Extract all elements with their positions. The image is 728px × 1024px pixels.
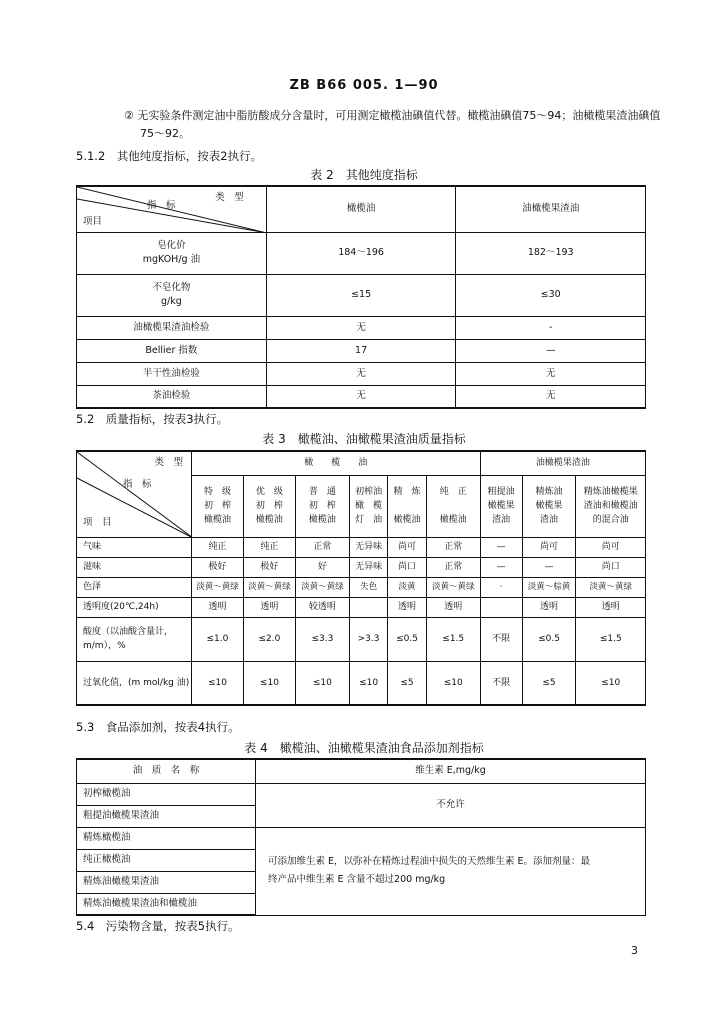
- table2-row-item: Bellier 指数: [77, 339, 267, 362]
- table3-cell: 极好: [191, 557, 243, 577]
- table-row: [77, 385, 646, 408]
- table3-caption: 表 3 橄榄油、油橄榄果渣油质量指标: [262, 432, 466, 446]
- note-line-2: 75～92。: [140, 127, 190, 140]
- table2-caption: 表 2 其他纯度指标: [310, 168, 418, 182]
- table-row: [77, 362, 646, 385]
- table2-row-unit: g/kg: [161, 296, 182, 307]
- table3-cell: —: [522, 557, 576, 577]
- table3-row-item: 酸度（以油酸含量计，m/m），%: [77, 617, 192, 661]
- table-row: [77, 783, 646, 805]
- table3-cell: 无异味: [349, 537, 387, 557]
- table-row: [77, 661, 646, 705]
- table3-col-header: 精 炼 橄榄油: [388, 475, 426, 537]
- table2-cell: 184～196: [266, 232, 456, 274]
- table3-cell: ≤3.3: [295, 617, 349, 661]
- table-row: [77, 597, 646, 617]
- table2-corner-type: 类 型: [215, 192, 244, 203]
- table2-cell: -: [456, 316, 646, 339]
- table2-cell: 17: [266, 339, 456, 362]
- table3-cell: 淡黄～棕黄: [522, 577, 576, 597]
- table3-cell: 尚口: [388, 557, 426, 577]
- table4-row-item: 精炼油橄榄果渣油和橄榄油: [77, 893, 256, 915]
- table3-cell: [480, 597, 522, 617]
- table3-cell: 透明: [243, 597, 295, 617]
- table3-row-item: 透明度(20℃,24h): [77, 597, 192, 617]
- table3-cell: 透明: [576, 597, 646, 617]
- table3-cell: 淡黄: [388, 577, 426, 597]
- table3-cell: 透明: [191, 597, 243, 617]
- table2-cell: 无: [266, 316, 456, 339]
- table4-row-item: 初榨橄榄油: [77, 783, 256, 805]
- table3-cell: ≤1.5: [426, 617, 480, 661]
- section-5-2: 5.2 质量指标，按表3执行。: [76, 412, 229, 426]
- table2-cell: 182～193: [456, 232, 646, 274]
- table-row: [77, 339, 646, 362]
- table3-col-header: 优 级 初 榨 橄榄油: [243, 475, 295, 537]
- table3-col-header: 精炼油橄榄果 渣油和橄榄油 的混合油: [576, 475, 646, 537]
- table3-cell: 淡黄～黄绿: [191, 577, 243, 597]
- table3-cell: ≤10: [295, 661, 349, 705]
- table3-cell: ≤1.0: [191, 617, 243, 661]
- section-5-1-2: 5.1.2 其他纯度指标，按表2执行。: [76, 149, 263, 163]
- table2-cell: 无: [266, 385, 456, 408]
- table3-cell: ≤5: [388, 661, 426, 705]
- table3-cell: 透明: [522, 597, 576, 617]
- table2-cell: ≤15: [266, 274, 456, 316]
- table3-col-header: 精炼油 橄榄果 渣油: [522, 475, 576, 537]
- table3-cell: 透明: [426, 597, 480, 617]
- table3-cell: ≤2.0: [243, 617, 295, 661]
- table2-cell: —: [456, 339, 646, 362]
- table3-cell: 好: [295, 557, 349, 577]
- table4-not-allowed: 不允许: [256, 783, 646, 827]
- table3-cell: ·: [480, 577, 522, 597]
- table3-cell: 尚可: [522, 537, 576, 557]
- table3-row-item: 过氧化值，(m mol/kg 油): [77, 661, 192, 705]
- table3-cell: ≤10: [349, 661, 387, 705]
- table4-allowed-text: 可添加维生素 E，以弥补在精炼过程油中损失的天然维生素 E。添加剂量：最 终产品中维生素 E 含量不超过200 mg/kg: [256, 827, 646, 915]
- table3-cell: 淡黄～黄绿: [243, 577, 295, 597]
- table3-cell: 纯正: [243, 537, 295, 557]
- table2-row-item: 不皂化物: [152, 282, 191, 293]
- note-line-1: ② 无实验条件测定油中脂肪酸成分含量时，可用测定橄榄油碘值代替。橄榄油碘值75～94；油橄榄果渣油碘值: [124, 109, 661, 122]
- table3-cell: >3.3: [349, 617, 387, 661]
- table3-cell: 淡黄～黄绿: [426, 577, 480, 597]
- table3-group-pomace-oil: 油橄榄果渣油: [480, 451, 645, 475]
- table3-cell: ≤1.5: [576, 617, 646, 661]
- table2-row-item: 茶油检验: [77, 385, 267, 408]
- table3-cell: [349, 597, 387, 617]
- table2-corner-item: 项目: [83, 216, 103, 227]
- table2-cell: 无: [456, 385, 646, 408]
- table2-col-header: 橄榄油: [266, 186, 456, 232]
- table3-corner-item: 项 目: [83, 517, 112, 528]
- table2-row-item: 半干性油检验: [77, 362, 267, 385]
- table3-cell: 尚可: [388, 537, 426, 557]
- table-2: [76, 185, 646, 409]
- table3-row-item: 色泽: [77, 577, 192, 597]
- table-row: [77, 577, 646, 597]
- table3-cell: 不限: [480, 617, 522, 661]
- table4-row-item: 纯正橄榄油: [77, 849, 256, 871]
- table3-col-header: 纯 正 橄榄油: [426, 475, 480, 537]
- table3-cell: ≤10: [191, 661, 243, 705]
- document-code: ZB B66 005. 1—90: [289, 78, 439, 93]
- table3-cell: 纯正: [191, 537, 243, 557]
- table-4: [76, 758, 646, 916]
- table3-cell: 尚可: [576, 537, 646, 557]
- table3-cell: 淡黄～黄绿: [295, 577, 349, 597]
- section-5-3: 5.3 食品添加剂，按表4执行。: [76, 720, 240, 734]
- table3-group-olive-oil: 橄 榄 油: [191, 451, 480, 475]
- section-5-4: 5.4 污染物含量，按表5执行。: [76, 919, 240, 933]
- table4-head-left: 油 质 名 称: [77, 759, 256, 783]
- table3-col-header: 特 级 初 榨 橄榄油: [191, 475, 243, 537]
- table2-cell: 无: [456, 362, 646, 385]
- table3-cell: 无异味: [349, 557, 387, 577]
- table4-row-item: 精炼橄榄油: [77, 827, 256, 849]
- table3-cell: 极好: [243, 557, 295, 577]
- table2-row-unit: mgKOH/g 油: [142, 254, 201, 265]
- table2-row-item: 油橄榄果渣油检验: [77, 316, 267, 339]
- table-row: [77, 232, 646, 274]
- table4-row-item: 精炼油橄榄果渣油: [77, 871, 256, 893]
- table-row: [77, 316, 646, 339]
- table3-col-header: 初榨油 橄 榄 灯 油: [349, 475, 387, 537]
- table3-cell: 正常: [426, 557, 480, 577]
- table-row: [77, 537, 646, 557]
- table3-col-header: 普 通 初 榨 橄榄油: [295, 475, 349, 537]
- table2-corner-index: 指 标: [147, 200, 176, 211]
- table2-cell: 无: [266, 362, 456, 385]
- table3-cell: 失色: [349, 577, 387, 597]
- table3-cell: ≤10: [243, 661, 295, 705]
- page-number: 3: [631, 944, 638, 957]
- table3-cell: 不限: [480, 661, 522, 705]
- table3-cell: ≤10: [576, 661, 646, 705]
- table3-cell: 较透明: [295, 597, 349, 617]
- table4-head-right: 维生素 E,mg/kg: [256, 759, 646, 783]
- table3-corner-index: 指 标: [123, 479, 152, 490]
- table3-cell: 透明: [388, 597, 426, 617]
- table3-cell: ≤0.5: [522, 617, 576, 661]
- table-row: [77, 617, 646, 661]
- table-3: [76, 450, 646, 706]
- table3-cell: ≤10: [426, 661, 480, 705]
- table3-row-item: 气味: [77, 537, 192, 557]
- table3-cell: —: [480, 557, 522, 577]
- table3-corner-cell: [77, 451, 192, 537]
- table-row: [77, 827, 646, 849]
- table4-caption: 表 4 橄榄油、油橄榄果渣油食品添加剂指标: [244, 741, 484, 755]
- table2-col-header: 油橄榄果渣油: [456, 186, 646, 232]
- table2-cell: ≤30: [456, 274, 646, 316]
- table-row: [77, 274, 646, 316]
- table3-col-header: 粗提油 橄榄果 渣油: [480, 475, 522, 537]
- table3-cell: 淡黄～黄绿: [576, 577, 646, 597]
- table3-cell: 正常: [295, 537, 349, 557]
- table-row: [77, 557, 646, 577]
- table3-cell: ≤0.5: [388, 617, 426, 661]
- table3-cell: —: [480, 537, 522, 557]
- table4-row-item: 粗提油橄榄果渣油: [77, 805, 256, 827]
- table3-cell: 正常: [426, 537, 480, 557]
- table3-cell: 尚口: [576, 557, 646, 577]
- table3-row-item: 滋味: [77, 557, 192, 577]
- table3-cell: ≤5: [522, 661, 576, 705]
- table3-corner-type: 类 型: [154, 457, 183, 468]
- table2-corner-cell: [77, 186, 267, 232]
- table2-row-item: 皂化价: [157, 240, 186, 251]
